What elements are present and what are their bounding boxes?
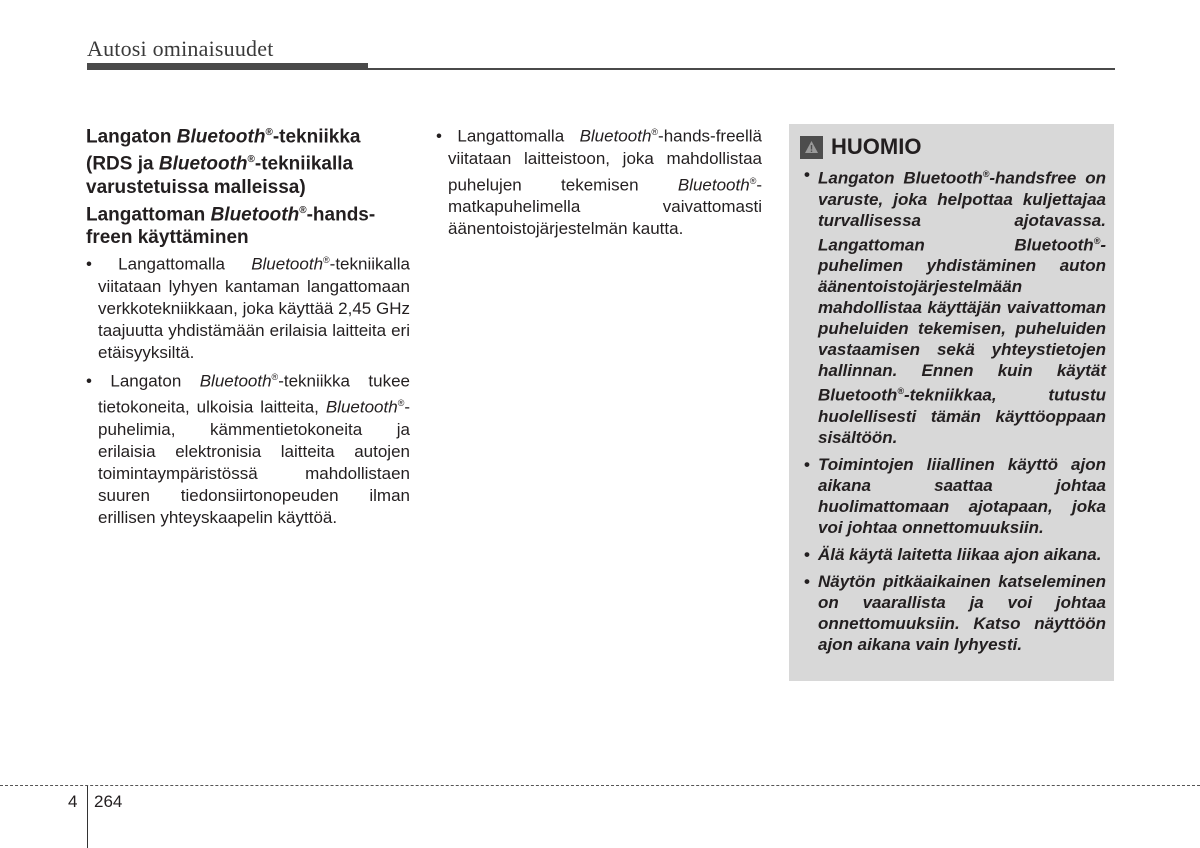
list-item: • Langattomalla Bluetooth®-tekniikalla viitataan lyhyen kantaman langattomaan verkkotekniikkaan, joka käyttää 2,45 GHz taajuutta yhdistämään erilaisia laitteita eri etäisyyksiltä. [86,254,410,362]
caution-item: • Langaton Bluetooth®-handsfree on varuste, joka helpottaa kuljettajaa turvallisessa ajotavassa. Langattoman Bluetooth®-puhelimen yhdistäminen auton äänentoistojärjestelmään mahdollistaa käyttäjän vaivattoman puheluiden tekemisen, puheluiden vastaamisen sekä yhteystietojen hallinnan. Ennen kuin käytät Bluetooth®-tekniikkaa, tutustu huolellisesti tämän käyttöoppaan sisältöön. [804,165,1107,447]
section-heading-bluetooth-technology: Langaton Bluetooth®-tekniikka (RDS ja Bluetooth®-tekniikalla varustetuissa malleissa) [86,126,361,198]
middle-column [436,121,762,242]
list-item: • Langaton Bluetooth®-tekniikka tukee tietokoneita, ulkoisia laitteita, Bluetooth®-puhelimia, kämmentietokoneita ja erilaisia elektronisia laitteita autojen toimintaympäristössä mahdollistaen suuren tiedonsiirtonopeuden ilman erillisen yhteyskaapelin käyttöä. [86,371,410,527]
page-number: 264 [94,792,123,811]
caution-item: • Älä käytä laitetta liikaa ajon aikana. [804,544,1102,564]
warning-icon [800,136,823,159]
list-item: • Langattomalla Bluetooth®-hands-freellä viitataan laitteistoon, joka mahdollistaa puhelujen tekemisen Bluetooth®-matkapuhelimella vaivattomasti äänentoistojärjestelmän kautta. [436,126,762,239]
caution-title: HUOMIO [831,134,922,159]
section-heading-handsfree-usage: Langattoman Bluetooth®-hands-freen käyttäminen [86,203,376,248]
footer-dashed-rule [0,785,1200,786]
caution-box [789,124,1114,681]
footer-divider [87,786,88,848]
caution-item: • Toimintojen liiallinen käyttö ajon aikana saattaa johtaa huolimattomaan ajotapaan, joka voi johtaa onnettomuuksiin. [804,454,1106,537]
caution-item: • Näytön pitkäaikainen katseleminen on vaarallista ja voi johtaa onnettomuuksiin. Katso näyttöön ajon aikana vain lyhyesti. [804,571,1106,654]
caution-header [800,134,1106,160]
chapter-number: 4 [68,792,78,811]
header-rule-thick [87,63,368,70]
header-rule-thin [368,68,1115,70]
page-header-title: Autosi ominaisuudet [87,36,274,61]
left-column [86,121,410,531]
